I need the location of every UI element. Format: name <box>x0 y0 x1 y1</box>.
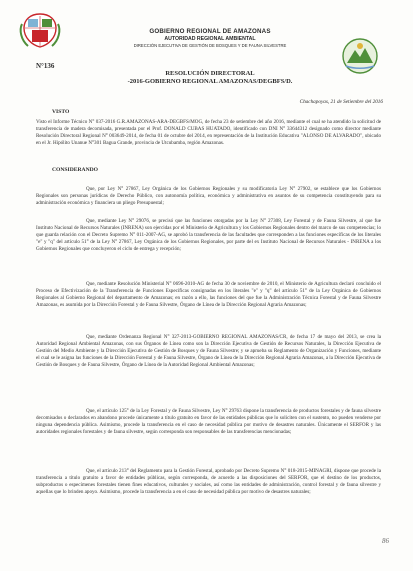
handwritten-page-number: 86 <box>382 537 389 545</box>
peru-coat-of-arms-icon <box>18 10 62 50</box>
institution-authority: AUTORIDAD REGIONAL AMBIENTAL <box>164 36 256 42</box>
paragraph-considerando-2: Que, mediante Ley N° 29076, se precisó que las funciones otorgadas por la Ley N° 27308, Ley Forestal y de Fauna Silvestre, al que fue Instituto Nacional de Recursos Naturales (INRENA) son ejercidas por el Ministerio de Agricultura y los Gobiernos Regionales dentro del marco de sus competencias; lo que guarda relación con el Decreto Supremo N° 011-2007-AG, se aprobó la transferencia de las facultades que corresponden a las funciones específicas de los literales "e" y "q" del artículo 51° de la Ley N° 27867, Ley Orgánica de los Gobiernos Regionales, por parte del ex Instituto Nacional de Recursos Naturales - INRENA a los Gobiernos Regionales que concluyeron el ciclo de entrega y recepción; <box>36 218 381 252</box>
institution-name: GOBIERNO REGIONAL DE AMAZONAS <box>149 28 271 35</box>
place-date: Chachapoyas, 21 de Setiembre del 2016 <box>299 99 383 105</box>
resolution-title-line1: RESOLUCIÓN DIRECTORAL <box>165 70 255 77</box>
paragraph-visto: Visto el Informe Técnico N° 037-2016 G.R.AMAZONAS-ARA-DEGBFS/MOG, de fecha 23 de setiembre del año 2016, mediante el cual se ha atendido la solicitud de transferencia de madera decomisada, presentada por el Prof. DONALD CUBAS HUATADO, identificado con DNI N° 33644312 designado como director mediante Resolución Directoral Regional N° 003649-2014, de fecha 01 de octubre del 2014, en representación de la Institución Educativa "ALONSO DE ALVARADO", ubicado en el Jr. Hipólito Unanue N°301 Bagua Grande, provincia de Utcubamba, región Amazonas. <box>36 119 381 146</box>
paragraph-considerando-4: Que, mediante Ordenanza Regional N° 327-2013-GOBIERNO REGIONAL AMAZONAS/CR, de fecha 17 de mayo del 2013, se crea la Autoridad Regional Ambiental Amazonas, con sus Órganos de Línea como son la Dirección Ejecutiva de Gestión de Recursos Naturales, la Dirección Ejecutiva de Gestión del Medio Ambiente y la Dirección Ejecutiva de Gestión de Bosques y de Fauna Silvestre; y se aprueba su Reglamento de Organización y Funciones, mediante el cual se le asigna las funciones de la Dirección Forestal y de Fauna Silvestre, Órgano de Línea de la Dirección Regional Agraria Amazonas, a la Dirección Ejecutiva de Gestión de Bosques y de Fauna Silvestre, Órgano de Línea de la Autoridad Regional Ambiental Amazonas; <box>36 334 381 368</box>
institution-directorate: DIRECCIÓN EJECUTIVA DE GESTIÓN DE BOSQUES Y DE FAUNA SILVESTRE <box>133 43 287 48</box>
paragraph-considerando-1: Que, por Ley N° 27867, Ley Orgánica de los Gobiernos Regionales y su modificatoria Ley N° 27902, se establece que los Gobiernos Regionales son personas jurídicas de Derecho Público, con autonomía política, económica y administrativa en asuntos de su competencia constituyendo para su administración económica y financiera un pliego Presupuestal; <box>36 186 381 206</box>
resolution-title-line2: -2016-GOBIERNO REGIONAL AMAZONAS/DEGBFS/D. <box>127 78 293 85</box>
section-visto: VISTO <box>52 109 70 115</box>
paragraph-considerando-5: Que, el artículo 125° de la Ley Forestal y de Fauna Silvestre, Ley N° 29763 dispone la transferencia de productos forestales y de fauna silvestre decomisados o declarados en abandono procede únicamente a título gratuito en favor de las entidades públicas que lo soliciten con el sustento, no pueden venderse por ninguna dependencia pública. Asimismo, procede la transferencia en el caso de necesidad pública por motivo de desastres naturales. Únicamente el SERFOR y las autoridades regionales forestales y de fauna silvestre, según corresponda son responsables de las transferencias mencionadas; <box>36 408 381 435</box>
regional-emblem-icon <box>338 36 382 76</box>
paragraph-considerando-3: Que, mediante Resolución Ministerial N° 0696-2010-AG de fecha 30 de noviembre de 2010, el Ministerio de Agricultura declaró concluido el Proceso de Efectivización de la Transferencia de Funciones Específicas consignadas en los literales "e" y "q" del artículo 51° de la Ley Orgánica de Gobiernos Regionales al Gobierno Regional del departamento de Amazonas; en razón a ello, las funciones del que fue la Administración Técnica Forestal y de Fauna Silvestre Amazonas, es asumida por la Dirección Forestal y de Fauna Silvestre, Órgano de Línea de la Dirección Regional Agraria Amazonas; <box>36 281 381 308</box>
paragraph-considerando-6: Que, el artículo 213° del Reglamento para la Gestión Forestal, aprobado por Decreto Supremo N° 018-2015-MINAGRI, dispone que procede la transferencia a título gratuito a favor de entidades públicas, según corresponda, de acuerdo a las disposiciones del SERFOR, que el destino de los productos, subproductos o especímenes forestales tienen fines educativos, culturales y sociales, así como las entidades de administración, control forestal y de fauna silvestre y aquellas que lo brinden apoyo. Asimismo, procede la transferencia a en el caso de necesidad pública por motivo de desastres naturales; <box>36 468 381 495</box>
resolution-title <box>90 70 330 86</box>
resolution-number: N°136 <box>36 62 55 70</box>
section-considerando: CONSIDERANDO <box>52 167 98 173</box>
institution-header <box>70 28 350 48</box>
